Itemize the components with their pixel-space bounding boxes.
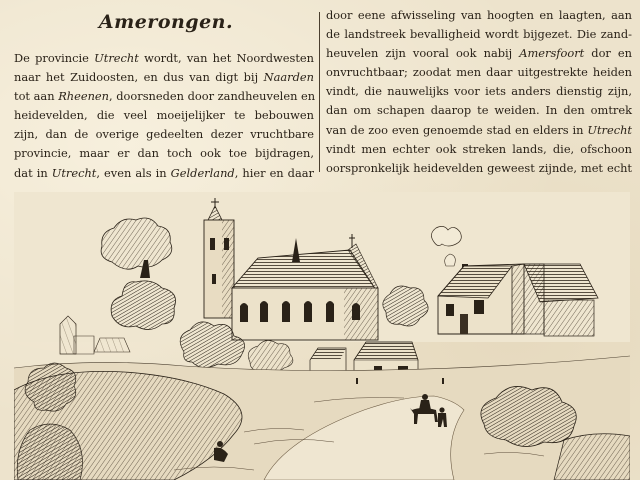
text-run: de landstreek bevalligheid wordt bijgezet. Die zand- [326, 27, 632, 42]
text-run: onvruchtbaar; zoodat men daar uitgestrekte heiden [326, 65, 632, 80]
text-run: De provincie [14, 51, 95, 65]
text-run: provincie, maar er dan toch ook toe bijdragen, [14, 146, 314, 161]
right-column-line [326, 82, 632, 101]
left-column-line [14, 125, 314, 144]
text-run: , hier en daar [234, 165, 314, 180]
text-run: dor en [584, 46, 632, 61]
right-column [326, 6, 632, 178]
text-run: oorspronkelijk heidevelden geweest zijnde, met echt [326, 160, 632, 175]
text-run: vindt, die nauwelijks voor iets anders dienstig zijn, [326, 84, 632, 99]
text-run: door eene afwisseling van hoogten en laagten, aan [326, 8, 632, 22]
left-column-line [14, 68, 314, 87]
text-run: vindt men echter ook streken lands, die, ofschoon [326, 141, 632, 156]
text-run: heuvelen zijn vooral ook nabij [326, 46, 520, 61]
right-column-line [326, 63, 632, 82]
right-column-line [326, 6, 632, 25]
text-run: dat in [14, 165, 52, 180]
right-column-line [326, 101, 632, 120]
place-name: Gelderland [170, 165, 235, 180]
text-run: tot aan [14, 89, 59, 104]
right-column-line [326, 140, 632, 159]
place-name: Rheenen [58, 89, 109, 104]
article-title: Amerongen. [98, 11, 234, 33]
text-run: naar het Zuidoosten, en dus van digt bij [14, 70, 264, 85]
place-name: Utrecht [51, 165, 97, 180]
right-column-line [326, 121, 632, 140]
text-run: , doorsneden door zandheuvelen en [109, 89, 316, 104]
right-column-line [326, 159, 632, 178]
engraving-village-church [14, 192, 630, 480]
text-run: heidevelden, die veel moeijelijker te bebouwen [14, 108, 314, 123]
left-column-line [14, 106, 314, 125]
text-run: zijn, dan de overige gedeelten dezer vruchtbare [14, 127, 314, 142]
right-column-line [326, 44, 632, 63]
place-name: Naarden [263, 70, 314, 85]
place-name: Utrecht [94, 51, 139, 65]
left-column-line [14, 144, 314, 163]
text-run: van de zoo even genoemde stad en elders in [326, 122, 588, 137]
column-divider [319, 12, 320, 172]
text-run: dan om schapen daarop te weiden. In den omtrek [326, 103, 632, 118]
left-column [14, 6, 314, 183]
left-column-text [14, 49, 314, 183]
place-name: Amersfoort [519, 46, 585, 61]
text-run: , even als in [96, 165, 171, 180]
place-name: Utrecht [587, 122, 632, 137]
right-column-line [326, 25, 632, 44]
text-run: wordt, van het Noordwesten [138, 51, 314, 65]
left-column-line [14, 87, 314, 106]
left-column-line [14, 164, 314, 183]
right-column-text [326, 6, 632, 178]
left-column-line [14, 49, 314, 68]
